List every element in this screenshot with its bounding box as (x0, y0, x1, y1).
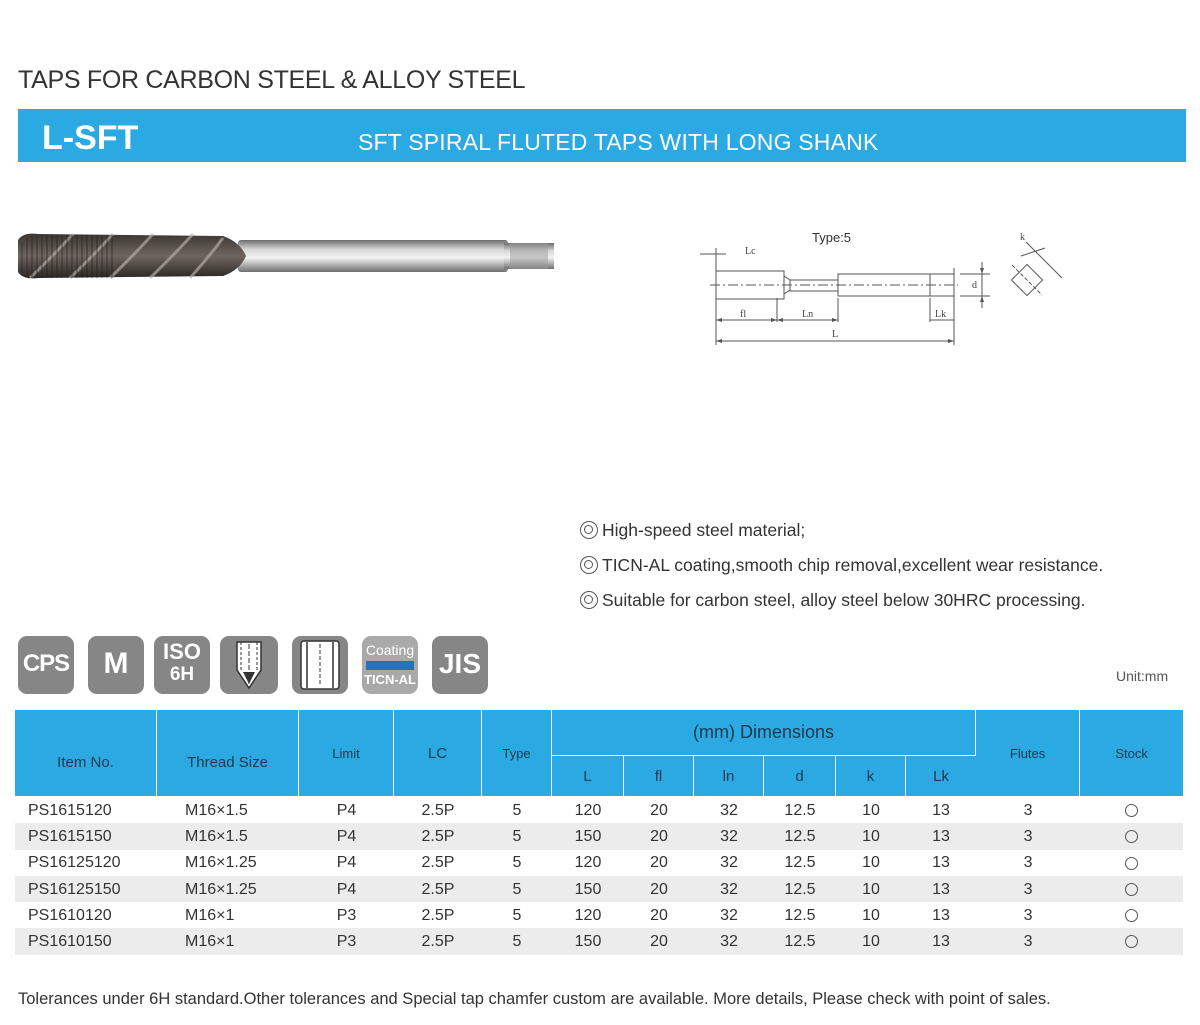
table-row: PS1610120 M16×1 P3 2.5P 5 120 20 32 12.5 10 13 3 (15, 902, 1183, 928)
table-row: PS1610150 M16×1 P3 2.5P 5 150 20 32 12.5 10 13 3 (15, 928, 1183, 954)
header-dim-d: d (764, 756, 836, 797)
header-lc: LC (394, 710, 482, 797)
drawing-type-label: Type:5 (812, 230, 852, 245)
spec-table (15, 710, 1183, 955)
header-item-no: Item No. (15, 710, 157, 797)
unit-label: Unit:mm (1116, 668, 1169, 684)
header-stock: Stock (1080, 710, 1183, 797)
footnote: Tolerances under 6H standard.Other tolerances and Special tap chamfer custom are available. More details, Please check with point of sales. (18, 990, 1051, 1008)
product-code: L-SFT (42, 119, 139, 157)
stock-circle-icon (1125, 909, 1138, 922)
header-dim-lk: Lk (906, 756, 976, 797)
coating-color-bar (366, 661, 414, 670)
drawing-label-l: L (832, 329, 839, 340)
drawing-label-k: k (1020, 232, 1025, 243)
blind-hole-icon (292, 636, 348, 694)
product-banner (18, 109, 1186, 162)
header-limit: Limit (299, 710, 394, 797)
tap-photo (18, 228, 558, 284)
header-dim-ln: ln (694, 756, 764, 797)
stock-circle-icon (1125, 804, 1138, 817)
header-dim-fl: fl (624, 756, 694, 797)
header-type: Type (482, 710, 552, 797)
double-circle-bullet-icon (580, 556, 598, 574)
jis-icon: JIS (432, 636, 488, 694)
drawing-label-ln: Ln (802, 309, 814, 320)
feature-item: Suitable for carbon steel, alloy steel below 30HRC processing. (580, 588, 1103, 623)
table-row: PS16125120 M16×1.25 P4 2.5P 5 120 20 32 12.5 10 13 3 (15, 850, 1183, 876)
drawing-label-fl: fl (740, 309, 747, 320)
header-dim-k: k (836, 756, 906, 797)
coating-ticn-al-icon: Coating TICN-AL (362, 636, 418, 694)
feature-list (580, 518, 1103, 623)
table-row: PS1615120 M16×1.5 P4 2.5P 5 120 20 32 12.5 10 13 3 (15, 797, 1183, 823)
feature-item: High-speed steel material; (580, 518, 1103, 553)
drawing-label-d: d (972, 280, 977, 291)
stock-circle-icon (1125, 857, 1138, 870)
iso-6h-icon: ISO 6H (154, 636, 210, 694)
drawing-label-lk: Lk (935, 309, 947, 320)
header-thread-size: Thread Size (157, 710, 299, 797)
double-circle-bullet-icon (580, 591, 598, 609)
tap-dimension-drawing (690, 218, 1070, 358)
category-title: TAPS FOR CARBON STEEL & ALLOY STEEL (18, 66, 526, 94)
drawing-label-lc: Lc (745, 246, 756, 257)
double-circle-bullet-icon (580, 521, 598, 539)
feature-item: TICN-AL coating,smooth chip removal,excellent wear resistance. (580, 553, 1103, 588)
cps-icon: CPS (18, 636, 74, 694)
through-hole-icon (220, 636, 278, 694)
table-row: PS16125150 M16×1.25 P4 2.5P 5 150 20 32 12.5 10 13 3 (15, 876, 1183, 902)
table-row: PS1615150 M16×1.5 P4 2.5P 5 150 20 32 12.5 10 13 3 (15, 823, 1183, 849)
stock-circle-icon (1125, 883, 1138, 896)
header-dim-l: L (552, 756, 624, 797)
metric-thread-icon: M (88, 636, 144, 694)
stock-circle-icon (1125, 935, 1138, 948)
header-dimensions: (mm) Dimensions (552, 710, 976, 756)
header-flutes: Flutes (976, 710, 1080, 797)
product-name: SFT SPIRAL FLUTED TAPS WITH LONG SHANK (358, 129, 879, 155)
stock-circle-icon (1125, 830, 1138, 843)
